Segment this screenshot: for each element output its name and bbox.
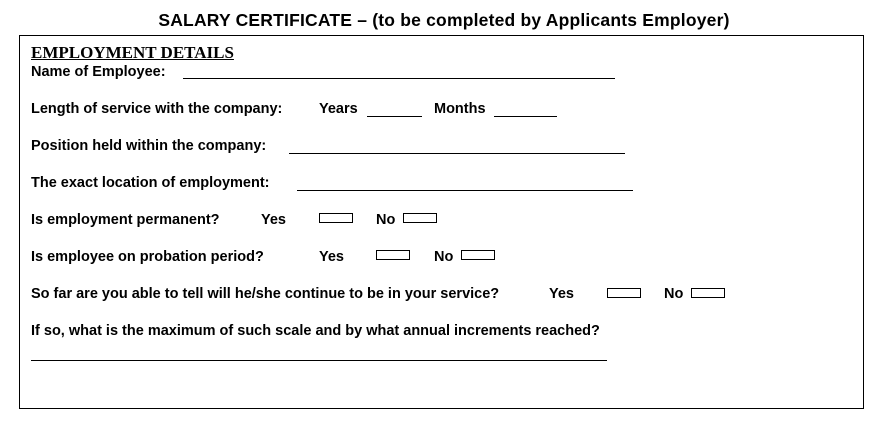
months-field[interactable] — [494, 116, 557, 117]
scale-answer-field[interactable] — [31, 360, 607, 361]
permanent-yes-checkbox[interactable] — [319, 213, 353, 223]
employee-name-label: Name of Employee: — [31, 64, 166, 80]
location-label: The exact location of employment: — [31, 175, 270, 191]
years-label: Years — [319, 101, 358, 117]
continue-yes-label: Yes — [549, 286, 574, 302]
permanent-no-label: No — [376, 212, 396, 228]
continue-no-label: No — [664, 286, 684, 302]
months-label: Months — [434, 101, 486, 117]
permanent-no-checkbox[interactable] — [403, 213, 437, 223]
probation-no-label: No — [434, 249, 454, 265]
probation-no-checkbox[interactable] — [461, 250, 495, 260]
continue-service-label: So far are you able to tell will he/she continue to be in your service? — [31, 286, 500, 302]
permanent-yes-label: Yes — [261, 212, 286, 228]
position-field[interactable] — [289, 153, 625, 154]
continue-no-checkbox[interactable] — [691, 288, 725, 298]
probation-label: Is employee on probation period? — [31, 249, 264, 265]
employee-name-field[interactable] — [183, 78, 615, 79]
form-title: SALARY CERTIFICATE – (to be completed by Applicants Employer) — [158, 10, 730, 30]
probation-yes-checkbox[interactable] — [376, 250, 410, 260]
service-length-label: Length of service with the company: — [31, 101, 283, 117]
location-field[interactable] — [297, 190, 633, 191]
section-heading: EMPLOYMENT DETAILS — [31, 43, 234, 62]
years-field[interactable] — [367, 116, 422, 117]
permanent-label: Is employment permanent? — [31, 212, 220, 228]
probation-yes-label: Yes — [319, 249, 344, 265]
position-label: Position held within the company: — [31, 138, 267, 154]
scale-question-label: If so, what is the maximum of such scale and by what annual increments reached? — [31, 323, 600, 339]
continue-yes-checkbox[interactable] — [607, 288, 641, 298]
